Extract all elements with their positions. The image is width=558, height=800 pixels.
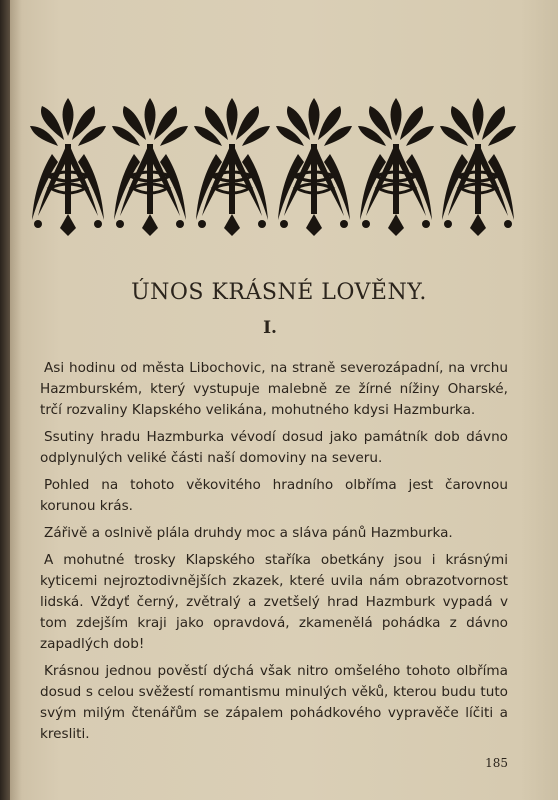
paragraph-5: A mohutné trosky Klapského staříka obetkány jsou i krásnými kyticemi nejroztodivnějších zkazek, které uvila nám obrazotvornost lidská. Vždyť černý, zvětralý a zvetšelý hrad Hazmburk vypadá v tom zdejším kraji jako opravdová, zkamenělá pohádka z dávno zapadlých dob! (40, 552, 508, 652)
chapter-number: I. (263, 318, 277, 338)
body-text (40, 358, 508, 751)
paragraph-1: Asi hodinu od města Libochovic, na straně severozápadní, na vrchu Hazmburském, který vystupuje malebně ze žírné nížiny Oharské, trčí rozvaliny Klapského velikána, mohutného kdysi Hazmburka. (40, 360, 508, 418)
floral-ornament-header (28, 96, 518, 238)
page-number: 185 (485, 756, 508, 770)
paragraph-3: Pohled na tohoto věkovitého hradního olbřímа jest čarovnou korunou krás. (40, 477, 508, 514)
paragraph-4: Zářivě a oslnivě plála druhdy moc a sláva pánů Hazmburka. (44, 525, 453, 541)
chapter-title: ÚNOS KRÁSNÉ LOVĚNY. (131, 280, 427, 305)
paragraph-2: Ssutiny hradu Hazmburka vévodí dosud jako památník dob dávno odplynulých veliké části naší domoviny na severu. (40, 429, 508, 466)
book-spine-shadow (0, 0, 10, 800)
paragraph-6: Krásnou jednou pověstí dýchá však nitro omšelého tohoto olbřímа dosud s celou svěžestí romantismu minulých věků, kterou budu tuto svým milým čtenářům se zápalem pohádkového vypravěče líčiti a kresliti. (40, 663, 508, 742)
